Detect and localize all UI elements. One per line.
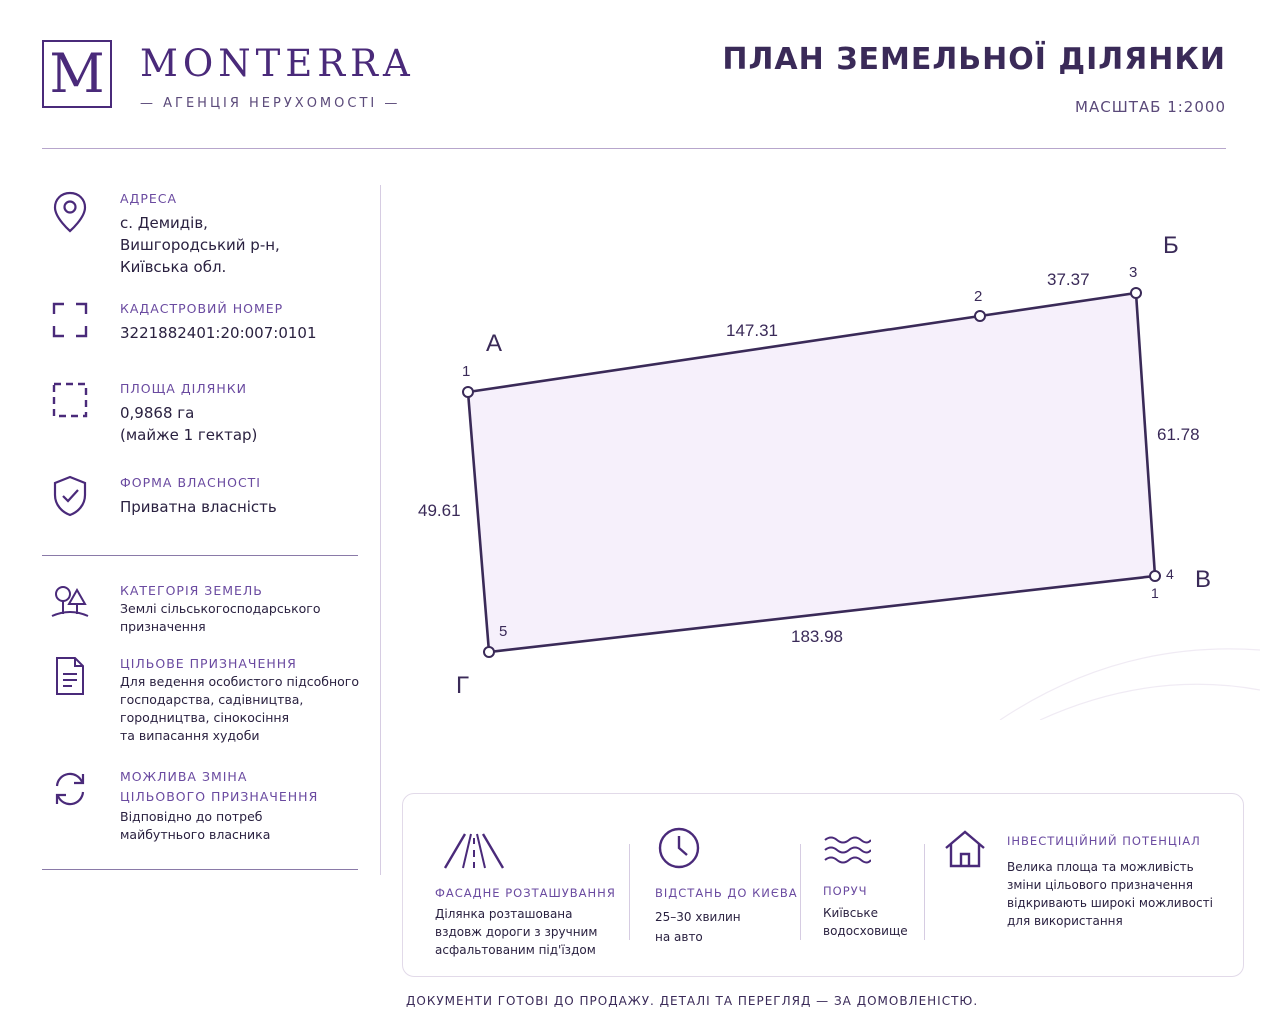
road-icon [443,830,625,874]
feature-frontage [435,830,625,959]
footer-note: ДОКУМЕНТИ ГОТОВІ ДО ПРОДАЖУ. ДЕТАЛІ ТА ПЕРЕГЛЯД — ЗА ДОМОВЛЕНІСТЮ. [406,994,979,1008]
trees-icon [42,582,98,630]
house-icon [943,828,987,874]
feature-line: Ділянка розташована [435,907,573,921]
point-number: 2 [974,288,983,305]
logo [42,40,112,108]
corner-label: А [486,330,503,357]
feature-distance [655,826,798,946]
feature-divider [629,844,630,940]
feature-label: ФАСАДНЕ РОЗТАШУВАННЯ [435,886,616,900]
vertex-point [463,387,473,397]
feature-divider [800,844,801,940]
brand-tagline: — АГЕНЦІЯ НЕРУХОМОСТІ — [140,96,401,111]
feature-line: вздовж дороги з зручним [435,925,598,939]
document-icon [42,655,98,703]
land-plot-plan [380,180,1260,720]
address-line: с. Демидів, [120,214,208,232]
side-length: 147.31 [726,321,778,340]
cadastral-number: 3221882401:20:007:0101 [120,324,317,342]
vertex-point [484,647,494,657]
ownership-label: ФОРМА ВЛАСНОСТІ [120,475,261,490]
side-length: 61.78 [1157,425,1200,444]
dashed-square-icon [42,380,98,428]
point-number: 5 [499,623,508,640]
features-card [402,793,1244,977]
area-value: 0,9868 га [120,404,195,422]
feature-divider [924,844,925,940]
contour-line [1000,649,1260,720]
info-area [42,380,362,450]
feature-line: асфальтованим під'їздом [435,943,596,957]
contour-line [1040,684,1260,720]
purpose-line: городництва, сінокосіння [120,710,290,725]
purpose-line: та випасання худоби [120,728,260,743]
vertex-point [1131,288,1141,298]
point-number: 3 [1129,264,1138,281]
side-length: 49.61 [418,501,461,520]
side-length: 37.37 [1047,270,1090,289]
side-length: 183.98 [791,627,843,646]
feature-label: ПОРУЧ [823,884,868,898]
vertex-point [975,311,985,321]
feature-line: Київське [823,906,879,920]
info-cadastral [42,300,362,350]
point-number: 4 [1166,566,1174,582]
info-purpose [42,655,362,750]
plot-polygon [468,293,1155,652]
info-ownership [42,474,362,524]
purpose-line: Для ведення особистого підсобного [120,674,360,689]
feature-line: зміни цільового призначення [1007,878,1193,892]
info-address [42,190,362,280]
feature-line: 25–30 хвилин [655,910,741,924]
point-number: 1 [1151,585,1159,601]
category-label: КАТЕГОРІЯ ЗЕМЕЛЬ [120,583,263,598]
change-line: майбутнього власника [120,827,271,842]
feature-line: для використання [1007,914,1123,928]
area-note: (майже 1 гектар) [120,426,258,444]
feature-line: відкривають широкі можливості [1007,896,1213,910]
refresh-arrows-icon [42,768,98,816]
feature-nearby [823,834,923,940]
header-divider [42,148,1226,149]
address-line: Вишгородський р-н, [120,236,280,254]
feature-label: ВІДСТАНЬ ДО КИЄВА [655,886,798,900]
category-line: Землі сільськогосподарського [120,601,321,616]
info-divider-bottom [42,869,358,870]
change-line: Відповідно до потреб [120,809,263,824]
brand-name: MONTERRA [140,42,415,85]
info-purpose-change [42,768,362,848]
corner-label: Б [1163,232,1179,259]
change-label: ЦІЛЬОВОГО ПРИЗНАЧЕННЯ [120,789,319,804]
feature-line: на авто [655,930,703,944]
ownership-value: Приватна власність [120,498,277,516]
info-divider [42,555,358,556]
point-number: 1 [462,363,471,380]
corner-label: В [1195,566,1212,593]
feature-line: Велика площа та можливість [1007,860,1194,874]
logo-letter: M [49,42,105,105]
change-label: МОЖЛИВА ЗМІНА [120,769,248,784]
feature-line: водосховище [823,924,908,938]
location-pin-icon [42,190,98,238]
address-line: Київська обл. [120,258,227,276]
category-line: призначення [120,619,206,634]
plan-scale: МАСШТАБ 1:2000 [1075,98,1226,116]
cadastral-label: КАДАСТРОВИЙ НОМЕР [120,301,284,316]
vertex-point [1150,571,1160,581]
clock-icon [657,826,795,874]
info-category [42,582,362,642]
frame-corners-icon [42,300,98,348]
purpose-line: господарства, садівництва, [120,692,304,707]
feature-label: ІНВЕСТИЦІЙНИЙ ПОТЕНЦІАЛ [1007,834,1201,848]
area-label: ПЛОЩА ДІЛЯНКИ [120,381,247,396]
page-title: ПЛАН ЗЕМЕЛЬНОЇ ДІЛЯНКИ [722,42,1226,77]
address-label: АДРЕСА [120,191,178,206]
purpose-label: ЦІЛЬОВЕ ПРИЗНАЧЕННЯ [120,656,297,671]
shield-check-icon [42,474,98,522]
corner-label: Г [456,672,469,699]
waves-icon [823,834,923,870]
